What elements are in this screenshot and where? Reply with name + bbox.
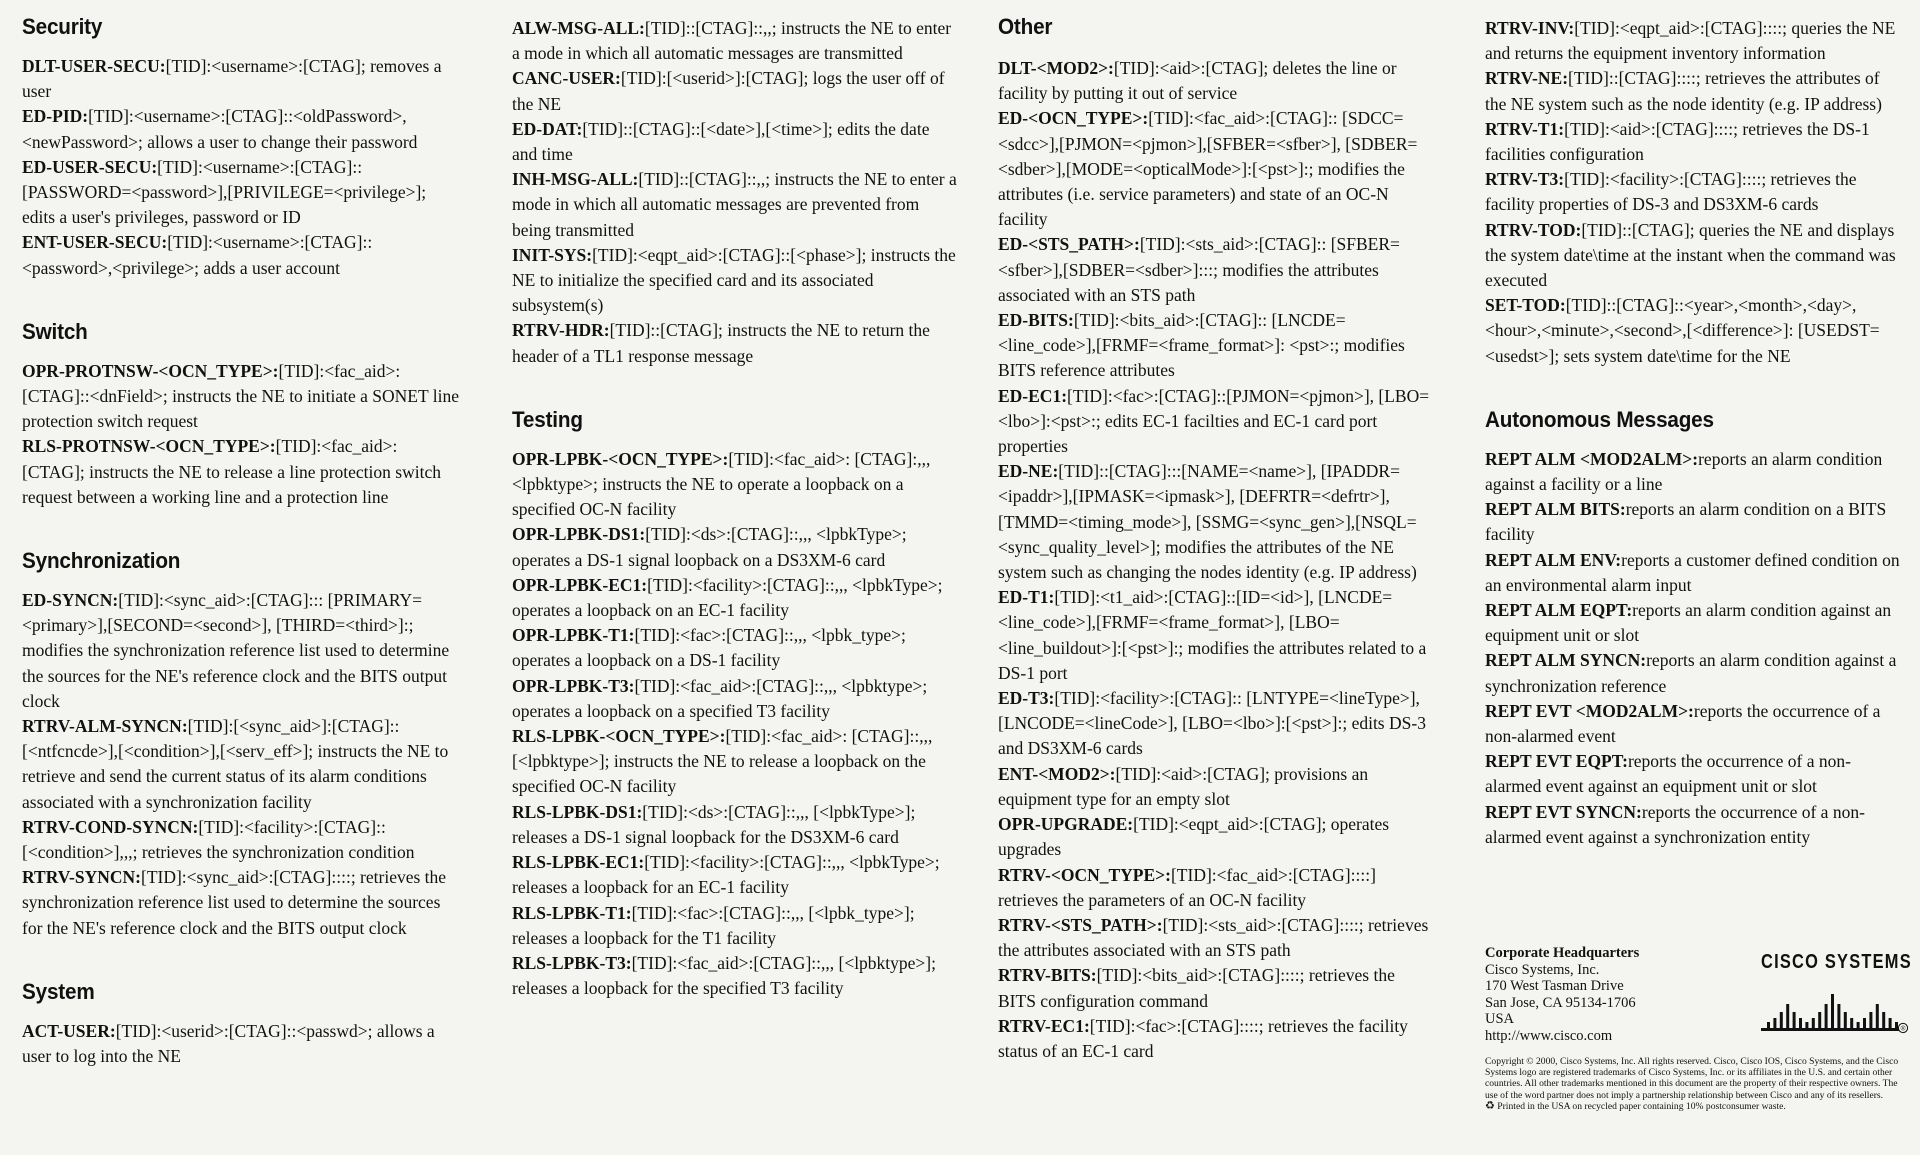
- command-entry: [22, 54, 462, 104]
- command-name: SET-TOD:: [1485, 295, 1566, 316]
- section: [1485, 407, 1905, 850]
- command-description: [TID]:<fac_aid>:[CTAG]::::] retrieves the parameters of an OC-N facility: [998, 864, 1376, 910]
- section-heading: Testing: [512, 406, 583, 432]
- logo-bar: [1780, 1012, 1783, 1028]
- command-name: ED-SYNCN:: [22, 590, 119, 611]
- copyright-notice: [1485, 1056, 1905, 1112]
- command-description: [TID]::[CTAG]::[<date>],[<time>]; edits the date and time: [512, 118, 930, 165]
- command-name: ED-USER-SECU:: [22, 156, 158, 177]
- command-entry: [998, 56, 1436, 106]
- command-name: OPR-LPBK-DS1:: [512, 524, 646, 545]
- command-name: RTRV-ALM-SYNCN:: [22, 716, 188, 737]
- column-4: [1485, 14, 1905, 888]
- command-description: [TID]:<facility>:[CTAG]:: [LNTYPE=<lineType>],[LNCODE=<lineCode>], [LBO=<lbo>]:[<pst>]:; edits DS-3 and DS3XM-6 cards: [998, 688, 1426, 759]
- command-entry: [1485, 16, 1905, 66]
- command-entry: [512, 117, 957, 167]
- command-description: [TID]:<t1_aid>:[CTAG]::[ID=<id>], [LNCDE=<line_code>],[FRMF=<frame_format>], [LBO=<line_buildout>]:[<pst>]:; modifies the attributes related to a DS-1 port: [998, 587, 1427, 683]
- logo-bar: [1869, 1012, 1872, 1028]
- command-name: RTRV-T3:: [1485, 169, 1565, 190]
- section-heading: Other: [998, 14, 1053, 39]
- logo-bar: [1882, 1012, 1885, 1028]
- command-entry: [22, 434, 462, 510]
- command-description: [TID]:<eqpt_aid>:[CTAG]::[<phase>]; instructs the NE to initialize the specified card and its associated subsystem(s): [512, 244, 956, 316]
- command-name: REPT EVT SYNCN:: [1485, 801, 1642, 822]
- command-entry: [512, 901, 957, 951]
- command-entry: [512, 318, 957, 368]
- command-description: [TID]:<fac>:[CTAG]::,,, [<lpbk_type>]; releases a loopback for the T1 facility: [512, 902, 915, 948]
- command-name: REPT EVT EQPT:: [1485, 751, 1628, 772]
- command-entry: [512, 522, 957, 572]
- recycle-icon: ♻: [1485, 1099, 1495, 1112]
- command-name: REPT ALM EQPT:: [1485, 600, 1633, 621]
- command-description: [TID]:<username>:[CTAG]::<oldPassword>, <newPassword>; allows a user to change their password: [22, 106, 418, 152]
- command-name: RLS-PROTNSW-<OCN_TYPE>:: [22, 436, 276, 457]
- command-name: ED-BITS:: [998, 310, 1074, 331]
- command-description: [TID]:<sts_aid>:[CTAG]:: [SFBER=<sfber>],[SDBER=<sdber>]:::; modifies the attributes associated with an STS path: [998, 234, 1400, 305]
- logo-bar: [1837, 1004, 1840, 1028]
- hq-line: USA: [1485, 1011, 1515, 1027]
- command-entry: [512, 800, 957, 850]
- command-entry: [22, 865, 462, 941]
- command-name: ED-EC1:: [998, 385, 1068, 406]
- registered-mark: ®: [1900, 1025, 1906, 1033]
- command-description: [TID]:<fac>:[CTAG]::::; retrieves the facility status of an EC-1 card: [998, 1015, 1408, 1061]
- hq-line: Cisco Systems, Inc.: [1485, 961, 1600, 978]
- command-description: [TID]:<facility>:[CTAG]:: [<condition>],,,; retrieves the synchronization condition: [22, 816, 415, 863]
- footer: [1485, 945, 1912, 1112]
- command-description: [TID]::[CTAG]::<year>,<month>,<day>, <hour>,<minute>,<second>,[<difference>]: [USEDST=<usedst>]; sets system date\time for the NE: [1485, 295, 1880, 366]
- command-entry: [512, 724, 957, 800]
- command-name: REPT ALM ENV:: [1485, 549, 1622, 570]
- section: [22, 319, 462, 510]
- command-name: RTRV-COND-SYNCN:: [22, 816, 199, 837]
- command-entry: [512, 167, 957, 243]
- command-description: [TID]:[<sync_aid>]:[CTAG]:: [<ntfcncde>],[<condition>],[<serv_eff>]; instructs the NE to retrieve and send the current status of its alarm conditions associated with a synchronization facility: [22, 716, 449, 812]
- command-entry: [512, 951, 957, 1001]
- section: [512, 407, 957, 1001]
- command-entry: [998, 863, 1436, 913]
- command-entry: [1485, 648, 1905, 698]
- logo-bar: [1831, 994, 1834, 1028]
- command-description: [TID]:<fac_aid>:[CTAG]::,,, [<lpbktype>]; releases a loopback for the specified T3 facility: [512, 952, 936, 999]
- command-entry: [998, 913, 1436, 963]
- logo-bar: [1857, 1022, 1860, 1028]
- command-name: RTRV-<OCN_TYPE>:: [998, 864, 1171, 885]
- command-entry: [998, 308, 1436, 384]
- command-name: ENT-USER-SECU:: [22, 232, 168, 253]
- command-description: [TID]::[CTAG]; instructs the NE to return the header of a TL1 response message: [512, 320, 930, 366]
- command-entry: [22, 588, 462, 714]
- section: [998, 14, 1436, 1064]
- command-name: RLS-LPBK-<OCN_TYPE>:: [512, 726, 726, 747]
- command-name: RTRV-INV:: [1485, 18, 1575, 38]
- column-3: [998, 14, 1436, 1102]
- command-entry: [998, 1014, 1436, 1064]
- command-description: [TID]:<bits_aid>:[CTAG]::::; retrieves the BITS configuration command: [998, 965, 1395, 1011]
- logo-bar: [1895, 1022, 1898, 1028]
- command-name: ACT-USER:: [22, 1020, 116, 1041]
- command-description: [TID]:<fac_aid>:[CTAG]:: [SDCC=<sdcc>],[PJMON=<pjmon>],[SFBER=<sfber>], [SDBER=<sdber>],[MODE=<opticalMode>]:[<pst>]:; modifies the attributes (i.e. service parameters) and state of an OC-N facility: [998, 108, 1418, 230]
- command-name: RTRV-TOD:: [1485, 219, 1582, 240]
- command-entry: [1485, 167, 1905, 217]
- cisco-logo: [1761, 951, 1912, 1035]
- command-description: reports the occurrence of a non-alarmed event against a synchronization entity: [1485, 801, 1865, 847]
- column-2: [512, 14, 957, 1039]
- command-entry: [1485, 117, 1905, 167]
- logo-bar: [1825, 1004, 1828, 1028]
- command-description: [TID]:<facility>:[CTAG]::,,, <lpbkType>; releases a loopback for an EC-1 facility: [512, 852, 940, 898]
- command-description: [TID]:<aid>:[CTAG]; deletes the line or facility by putting it out of service: [998, 58, 1397, 104]
- command-entry: [22, 714, 462, 815]
- command-entry: [1485, 749, 1905, 799]
- logo-bar: [1863, 1018, 1866, 1028]
- command-description: [TID]::[CTAG]::::; retrieves the attributes of the NE system such as the node identity (e.g. IP address): [1485, 68, 1882, 114]
- command-name: REPT EVT <MOD2ALM>:: [1485, 700, 1694, 721]
- command-entry: [1485, 66, 1905, 116]
- command-entry: [1485, 497, 1905, 547]
- command-name: CANC-USER:: [512, 68, 621, 89]
- logo-bar: [1767, 1022, 1770, 1028]
- command-description: reports the occurrence of a non-alarmed event against an equipment unit or slot: [1485, 751, 1851, 797]
- command-entry: [22, 155, 462, 231]
- command-description: [TID]:<fac_aid>: [CTAG]::,,,[<lpbktype>]; instructs the NE to release a loopback on the specified OC-N facility: [512, 726, 933, 797]
- logo-bar: [1844, 1012, 1847, 1028]
- command-description: reports the occurrence of a non-alarmed event: [1485, 700, 1881, 747]
- command-name: ALW-MSG-ALL:: [512, 18, 645, 38]
- section-heading: Security: [22, 14, 103, 39]
- command-name: ENT-<MOD2>:: [998, 763, 1116, 784]
- section: [512, 16, 957, 369]
- command-entry: [22, 359, 462, 435]
- section: [1485, 16, 1905, 369]
- command-entry: [512, 850, 957, 900]
- command-name: DLT-<MOD2>:: [998, 58, 1114, 78]
- command-description: [TID]:<fac_aid>: [CTAG]::<dnField>; instructs the NE to initiate a SONET line protection switch request: [22, 360, 459, 432]
- section-heading: Synchronization: [22, 548, 181, 574]
- command-name: OPR-UPGRADE:: [998, 814, 1134, 835]
- command-name: ED-T1:: [998, 587, 1055, 608]
- command-description: [TID]:<fac_aid>:[CTAG]::,,, <lpbktype>; operates a loopback on a specified T3 facility: [512, 675, 928, 721]
- logo-bar: [1876, 1004, 1879, 1028]
- command-entry: [512, 66, 957, 116]
- bridge-bars-icon: [1761, 978, 1909, 1034]
- command-entry: [998, 585, 1436, 686]
- command-description: [TID]:<aid>:[CTAG]::::; retrieves the DS-1 facilities configuration: [1485, 118, 1870, 165]
- command-name: OPR-LPBK-T3:: [512, 675, 635, 696]
- section: [22, 979, 462, 1069]
- command-entry: [512, 674, 957, 724]
- command-entry: [1485, 598, 1905, 648]
- command-name: INIT-SYS:: [512, 244, 593, 265]
- command-name: RLS-LPBK-T3:: [512, 952, 632, 973]
- command-description: [TID]::[CTAG]; queries the NE and displays the system date\time at the instant when the command was executed: [1485, 219, 1896, 291]
- command-name: DLT-USER-SECU:: [22, 56, 166, 76]
- command-entry: [998, 106, 1436, 232]
- command-description: [TID]:<ds>:[CTAG]::,,, [<lpbkType>]; releases a DS-1 signal loopback for the DS3XM-6 card: [512, 801, 916, 847]
- section: [22, 14, 462, 281]
- copyright-text: Copyright © 2000, Cisco Systems, Inc. All rights reserved. Cisco, Cisco IOS, Cisco Systems, and the Cisco Systems logo are registered trademarks of Cisco Systems, Inc. or its affiliates in the U.S. and certain other countries. All other trademarks mentioned in this document are the property of their respective owners. The use of the word partner does not imply a partnership relationship between Cisco and any of its resellers.: [1485, 1056, 1899, 1101]
- command-entry: [22, 104, 462, 154]
- command-description: [TID]:<sync_aid>:[CTAG]::: [PRIMARY=<primary>],[SECOND=<second>], [THIRD=<third>]:; modifies the synchronization reference list used to determine the sources for the NE's reference clock and the BITS output clock: [22, 590, 450, 711]
- command-description: [TID]:<sync_aid>:[CTAG]::::; retrieves the synchronization reference list used to determine the sources for the NE's reference clock and the BITS output clock: [22, 867, 447, 938]
- command-name: ED-PID:: [22, 106, 89, 127]
- command-name: RTRV-SYNCN:: [22, 867, 141, 888]
- logo-bar: [1850, 1018, 1853, 1028]
- section-heading: Switch: [22, 318, 88, 344]
- command-description: [TID]:<username>:[CTAG]:: <password>,<privilege>; adds a user account: [22, 232, 373, 278]
- headquarters-address: [1485, 945, 1715, 1044]
- command-description: [TID]:<eqpt_aid>:[CTAG]; operates upgrades: [998, 814, 1390, 860]
- command-name: RTRV-BITS:: [998, 965, 1097, 986]
- hq-line: San Jose, CA 95134-1706: [1485, 994, 1636, 1011]
- command-entry: [1485, 218, 1905, 294]
- logo-bar: [1889, 1018, 1892, 1028]
- command-description: [TID]:<fac>:[CTAG]::[PJMON=<pjmon>], [LBO=<lbo>]:<pst>:; edits EC-1 facilties and EC-1 card port properties: [998, 385, 1430, 457]
- command-entry: [998, 963, 1436, 1013]
- command-description: [TID]:<bits_aid>:[CTAG]:: [LNCDE=<line_code>],[FRMF=<frame_format>]: <pst>:; modifies BITS reference attributes: [998, 310, 1405, 381]
- section-heading: Autonomous Messages: [1485, 406, 1714, 432]
- command-name: RLS-LPBK-T1:: [512, 902, 632, 923]
- command-description: [TID]:<facility>:[CTAG]::,,, <lpbkType>; operates a loopback on an EC-1 facility: [512, 574, 943, 621]
- command-description: [TID]::[CTAG]:::[NAME=<name>], [IPADDR=<ipaddr>],[IPMASK=<ipmask>], [DEFRTR=<defrtr>],[TMMD=<timing_mode>], [SSMG=<sync_gen>],[NSQL=<sync_quality_level>]; modifies the attributes of the NE system such as changing the nodes identity (e.g. IP address): [998, 461, 1417, 583]
- logo-bar: [1793, 1012, 1796, 1028]
- command-description: [TID]::[CTAG]::,,; instructs the NE to enter a mode in which all automatic messages are prevented from being transmitted: [512, 169, 957, 240]
- command-name: OPR-PROTNSW-<OCN_TYPE>:: [22, 360, 279, 381]
- logo-bar: [1799, 1018, 1802, 1028]
- logo-bar: [1805, 1022, 1808, 1028]
- command-name: REPT ALM <MOD2ALM>:: [1485, 448, 1699, 469]
- command-description: reports an alarm condition against a synchronization reference: [1485, 650, 1897, 696]
- command-description: [TID]:<facility>:[CTAG]::::; retrieves the facility properties of DS-3 and DS3XM-6 cards: [1485, 169, 1857, 215]
- command-entry: [22, 815, 462, 865]
- command-description: [TID]:<sts_aid>:[CTAG]::::; retrieves the attributes associated with an STS path: [998, 914, 1429, 961]
- column-1: [22, 14, 462, 1107]
- command-name: RTRV-EC1:: [998, 1015, 1090, 1036]
- command-name: RTRV-NE:: [1485, 68, 1569, 89]
- command-description: reports a customer defined condition on an environmental alarm input: [1485, 549, 1900, 595]
- command-entry: [512, 243, 957, 319]
- command-entry: [998, 812, 1436, 862]
- command-name: ED-NE:: [998, 461, 1059, 482]
- command-name: OPR-LPBK-T1:: [512, 625, 635, 646]
- command-entry: [512, 447, 957, 523]
- printed-note: Printed in the USA on recycled paper containing 10% postconsumer waste.: [1497, 1100, 1786, 1112]
- command-entry: [1485, 548, 1905, 598]
- logo-bar: [1773, 1018, 1776, 1028]
- command-entry: [998, 232, 1436, 308]
- command-description: [TID]:<aid>:[CTAG]; provisions an equipment type for an empty slot: [998, 763, 1369, 809]
- command-name: ED-<STS_PATH>:: [998, 234, 1140, 255]
- command-entry: [998, 762, 1436, 812]
- section: [22, 548, 462, 941]
- command-description: reports an alarm condition against an equipment unit or slot: [1485, 600, 1892, 646]
- command-description: [TID]:[<userid>]:[CTAG]; logs the user off of the NE: [512, 68, 945, 114]
- command-name: ED-<OCN_TYPE>:: [998, 108, 1149, 129]
- command-name: OPR-LPBK-<OCN_TYPE>:: [512, 448, 729, 469]
- command-description: [TID]:<username>:[CTAG]:: [PASSWORD=<password>],[PRIVILEGE=<privilege>]; edits a user's privileges, password or ID: [22, 156, 427, 228]
- command-entry: [512, 623, 957, 673]
- logo-text: CISCO SYSTEMS: [1761, 951, 1912, 973]
- command-entry: [512, 16, 957, 66]
- command-description: [TID]::[CTAG]::,,; instructs the NE to enter a mode in which all automatic messages are transmitted: [512, 18, 952, 64]
- logo-bar: [1818, 1012, 1821, 1028]
- command-name: OPR-LPBK-EC1:: [512, 574, 648, 595]
- command-entry: [1485, 800, 1905, 850]
- command-name: ED-DAT:: [512, 118, 583, 139]
- command-name: REPT ALM SYNCN:: [1485, 650, 1647, 671]
- command-description: [TID]:<userid>:[CTAG]::<passwd>; allows a user to log into the NE: [22, 1020, 435, 1067]
- command-entry: [22, 1019, 462, 1069]
- command-entry: [512, 573, 957, 623]
- command-name: RLS-LPBK-DS1:: [512, 801, 643, 822]
- section-heading: System: [22, 978, 95, 1004]
- command-description: [TID]:<eqpt_aid>:[CTAG]::::; queries the NE and returns the equipment inventory information: [1485, 18, 1896, 64]
- hq-title: Corporate Headquarters: [1485, 945, 1640, 961]
- command-description: [TID]:<fac_aid>: [CTAG]; instructs the NE to release a line protection switch request between a working line and a protection line: [22, 436, 441, 507]
- command-name: INH-MSG-ALL:: [512, 169, 639, 190]
- command-name: RLS-LPBK-EC1:: [512, 852, 645, 873]
- command-description: reports an alarm condition on a BITS facility: [1485, 499, 1887, 545]
- command-entry: [1485, 699, 1905, 749]
- command-description: [TID]:<username>:[CTAG]; removes a user: [22, 56, 442, 102]
- command-name: ED-T3:: [998, 688, 1055, 709]
- command-description: [TID]:<ds>:[CTAG]::,,, <lpbkType>; operates a DS-1 signal loopback on a DS3XM-6 card: [512, 524, 907, 570]
- command-description: reports an alarm condition against a facility or a line: [1485, 448, 1883, 495]
- hq-line: 170 West Tasman Drive: [1485, 978, 1624, 994]
- command-entry: [998, 384, 1436, 460]
- command-entry: [1485, 293, 1905, 369]
- command-name: REPT ALM BITS:: [1485, 499, 1626, 520]
- logo-bar: [1812, 1018, 1815, 1028]
- command-name: RTRV-HDR:: [512, 320, 610, 341]
- command-entry: [998, 686, 1436, 762]
- logo-bar: [1786, 1004, 1789, 1028]
- command-entry: [22, 230, 462, 280]
- command-entry: [998, 459, 1436, 585]
- command-name: RTRV-<STS_PATH>:: [998, 914, 1163, 935]
- command-description: [TID]:<fac>:[CTAG]::,,, <lpbk_type>; operates a loopback on a DS-1 facility: [512, 625, 906, 671]
- command-description: [TID]:<fac_aid>: [CTAG]:,,,<lpbktype>; instructs the NE to operate a loopback on a specified OC-N facility: [512, 448, 931, 520]
- command-name: RTRV-T1:: [1485, 118, 1565, 139]
- command-entry: [1485, 447, 1905, 497]
- hq-website-link[interactable]: http://www.cisco.com: [1485, 1027, 1613, 1044]
